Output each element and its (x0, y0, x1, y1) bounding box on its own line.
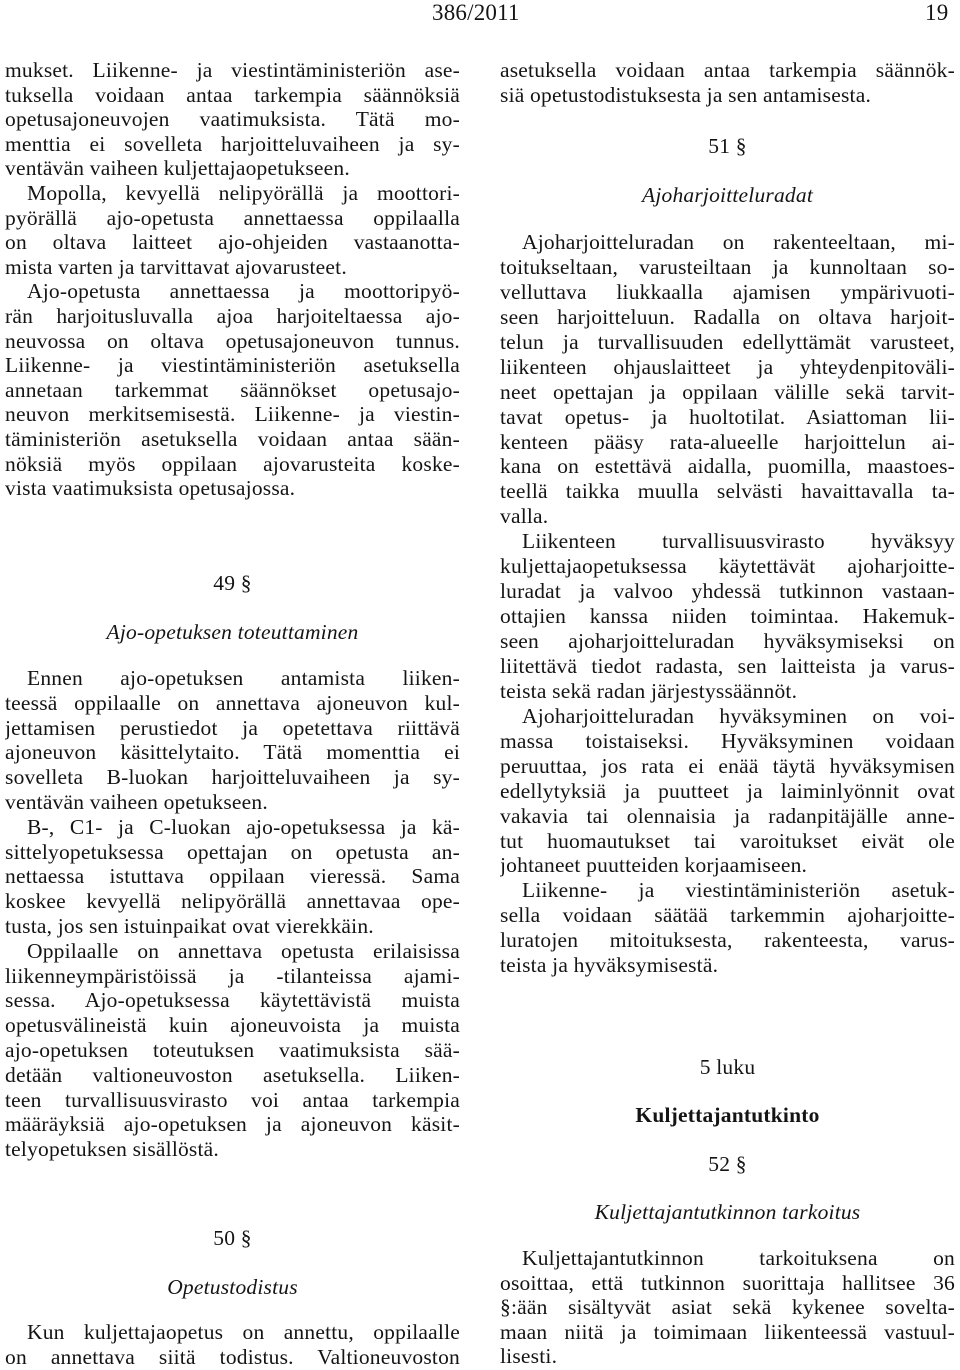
text-line: opetusajoneuvojen vaatimuksista. Tätä mo- (5, 107, 460, 132)
text-line: valla. (500, 504, 549, 529)
section-title: Opetustodistus (167, 1275, 298, 1299)
text-line: sittelyopetuksessa opettajan on opetusta an- (5, 839, 460, 864)
text-line: seen harjoitteluun. Radalla on oltava harjoit- (500, 304, 955, 329)
paragraph (500, 230, 955, 529)
text-line: johtaneet puutteiden korjaamiseen. (500, 853, 808, 878)
text-line: vista vaatimuksista opetusajossa. (5, 476, 296, 501)
text-line: B-, C1- ja C-luokan ajo-opetuksessa ja kä- (27, 814, 460, 839)
text-line: liitettävä tiedot radasta, sen laitteista ja varus- (500, 653, 955, 678)
paragraph (5, 58, 460, 181)
text-line: liikenneympäristöissä ja -tilanteissa ajami- (5, 963, 460, 988)
text-line: tut huomautukset tai varoitukset eivät ole (500, 828, 955, 853)
chapter-title: Kuljettajantutkinto (635, 1103, 820, 1127)
text-line: velluttava liukkaalla ajamisen ympärivuoti- (500, 279, 955, 304)
paragraph (500, 878, 955, 978)
left-column (5, 0, 460, 1370)
text-line: Ajo-opetusta annettaessa ja moottoripyö- (27, 279, 460, 304)
text-line: on annettava siitä todistus. Valtioneuvoston (5, 1344, 460, 1369)
text-line: Oppilaalle on annettava opetusta erilaisissa (27, 938, 460, 963)
text-line: sella voidaan säätää tarkemmin ajoharjoitte- (500, 903, 955, 928)
text-line: kana on estettävä aidalla, puomilla, maastoes- (500, 454, 955, 479)
text-line: toitukseltaan, varusteiltaan ja kunnoltaan so- (500, 254, 955, 279)
text-line: Liikenne- ja viestintäministeriön asetuksella (5, 353, 460, 378)
text-line: Ennen ajo-opetuksen antamista liiken- (27, 666, 460, 690)
text-line: Liikenteen turvallisuusvirasto hyväksyy (522, 529, 955, 554)
text-line: neuvossa on oltava opetusajoneuvon tunnus. (5, 328, 460, 353)
text-line: tusta, jos sen istuinpaikat ovat vierekkäin. (5, 913, 374, 938)
paragraph (5, 279, 460, 500)
paragraph (500, 58, 955, 107)
text-line: Mopolla, kevyellä nelipyörällä ja moottori- (27, 180, 460, 205)
text-line: jettamisen perustiedot ja opetettava riittävä (5, 715, 460, 740)
section-body (5, 1320, 460, 1369)
text-line: tuksella voidaan antaa tarkempia säännöksiä (5, 82, 460, 107)
text-line: teista sekä radan järjestyssäännöt. (500, 678, 798, 703)
text-line: täministeriön asetuksella voidaan antaa sään- (5, 426, 460, 451)
text-line: sovelleta B-luokan harjoitteluvaiheen ja sy- (5, 765, 460, 790)
text-line: annetaan tarkemmat säännökset opetusajo- (5, 377, 460, 402)
text-line: ventävän vaiheen opetukseen. (5, 789, 268, 814)
text-line: siä opetustodistuksesta ja sen antamisesta. (500, 82, 872, 107)
text-line: detään valtioneuvoston asetuksella. Liiken- (5, 1062, 460, 1087)
section-body (500, 1246, 955, 1369)
section-body (500, 230, 955, 978)
text-line: telun ja turvallisuuden edellyttämät varusteet, (500, 329, 955, 354)
text-line: teista ja hyväksymisestä. (500, 953, 719, 978)
text-line: massa toistaiseksi. Hyväksyminen voidaan (500, 728, 955, 753)
text-line: neet opettajan ja oppilaan välille sekä tarvit- (500, 379, 955, 404)
text-line: Ajoharjoitteluradan hyväksyminen on voi- (522, 703, 955, 728)
page-number: 19 (925, 0, 949, 25)
text-line: on oltava laitteet ajo-ohjeiden vastaanotta- (5, 230, 460, 255)
text-line: Kun kuljettajaopetus on annettu, oppilaalle (27, 1320, 460, 1344)
text-line: maan niitä ja toimimaan liikenteessä vastuul- (500, 1319, 955, 1344)
text-line: edellytyksiä ja puutteet ja laiminlyönnit ovat (500, 778, 955, 803)
text-line: määräyksiä ajo-opetuksen ja ajoneuvon käsit- (5, 1112, 460, 1137)
text-line: kenteen pääsy rata-alueelle harjoittelun ai- (500, 429, 955, 454)
text-line: koskee kevyellä nelipyörällä annettavaa ope- (5, 889, 460, 914)
chapter-label: 5 luku (699, 1055, 756, 1079)
text-line: Kuljettajantutkinnon tarkoituksena on (522, 1246, 955, 1270)
paragraph (5, 939, 460, 1162)
text-line: ajo-opetuksen toteutuksen vaatimuksista sää- (5, 1037, 460, 1062)
text-line: vakavia tai olennaisia ja radanpitäjälle anne- (500, 803, 955, 828)
text-line: nöksiä myös oppilaan ajovarusteita koske- (5, 451, 460, 476)
paragraph (500, 529, 955, 704)
section-title: Kuljettajantutkinnon tarkoitus (594, 1200, 861, 1224)
text-line: lisesti. (500, 1344, 558, 1369)
text-line: neuvon merkitsemisestä. Liikenne- ja viestin- (5, 402, 460, 427)
text-line: luratojen mitoituksesta, rakenteesta, varus- (500, 928, 955, 953)
section-title: Ajo-opetuksen toteuttaminen (106, 620, 359, 644)
paragraph (5, 815, 460, 939)
section-number: 51 § (708, 134, 747, 158)
paragraph (500, 704, 955, 879)
section-number: 52 § (708, 1152, 747, 1176)
text-line: luradat ja valvoo yhdessä tutkinnon vastaan- (500, 579, 955, 604)
paragraph (5, 1320, 460, 1369)
section-number: 50 § (213, 1226, 252, 1250)
text-line: nettaessa istuttava oppilaan vieressä. Sama (5, 864, 460, 889)
text-line: rän harjoitusluvalla ajoa harjoiteltaessa ajo- (5, 303, 460, 328)
text-line: ottajien kanssa niiden toimintaa. Hakemuk- (500, 604, 955, 629)
text-line: teessä oppilaalle on annettava ajoneuvon kul- (5, 690, 460, 715)
continued-text (500, 58, 955, 107)
paragraph (500, 1246, 955, 1369)
text-line: seen ajoharjoitteluradan hyväksymiseksi on (500, 629, 955, 653)
text-line: tavat opetus- ja huoltotilat. Asiattoman lii- (500, 404, 955, 429)
text-line: liikenteen ohjauslaitteet ja yhteydenpitoväli- (500, 354, 955, 379)
section-body (5, 666, 460, 1162)
text-line: sessa. Ajo-opetuksessa käytettävistä muista (5, 988, 460, 1013)
text-line: opetusvälineistä kuin ajoneuvoista ja muista (5, 1013, 460, 1038)
text-line: Liikenne- ja viestintäministeriön asetuk- (522, 878, 955, 903)
text-line: menttia ei sovelleta harjoitteluvaiheen ja sy- (5, 131, 460, 156)
text-line: §:ään sisältyvät asiat sekä kykenee sovelta- (500, 1295, 955, 1320)
paragraph (5, 181, 460, 279)
document-number: 386/2011 (432, 0, 520, 25)
text-line: asetuksella voidaan antaa tarkempia säännök- (500, 58, 955, 82)
section-title: Ajoharjoitteluradat (641, 183, 814, 207)
text-line: pyörällä ajo-opetusta annettaessa oppilaalla (5, 205, 460, 230)
text-line: peruuttaa, jos rata ei enää täytä hyväksymisen (500, 753, 955, 778)
text-line: teen turvallisuusvirasto voi antaa tarkempia (5, 1087, 460, 1112)
text-line: mukset. Liikenne- ja viestintäministeriön ase- (5, 58, 460, 82)
text-line: kuljettajaopetuksessa käytettävät ajoharjoitte- (500, 554, 955, 579)
text-line: ajoneuvon käsittelytaito. Tätä momenttia ei (5, 740, 460, 765)
right-column (500, 0, 955, 1370)
text-line: teellä taikka muulla selvästi havaittavalla ta- (500, 479, 955, 504)
text-line: mista varten ja tarvittavat ajovarusteet. (5, 254, 347, 279)
text-line: telyopetuksen sisällöstä. (5, 1137, 219, 1162)
section-number: 49 § (213, 571, 252, 595)
continued-text (5, 58, 460, 501)
paragraph (5, 666, 460, 815)
text-line: osoittaa, että tutkinnon suorittaja hallitsee 36 (500, 1270, 955, 1295)
text-line: ventävän vaiheen kuljettajaopetukseen. (5, 156, 350, 181)
text-line: Ajoharjoitteluradan on rakenteeltaan, mi- (522, 230, 955, 254)
